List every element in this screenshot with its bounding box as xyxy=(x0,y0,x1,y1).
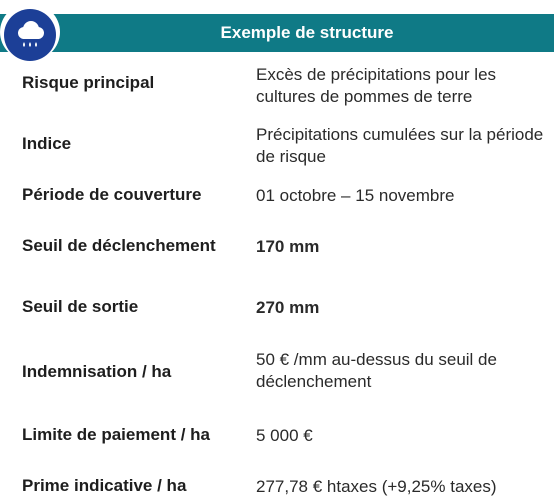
row-value: 01 octobre – 15 novembre xyxy=(256,186,455,205)
page-title: Exemple de structure xyxy=(220,23,394,42)
row-label: Période de couverture xyxy=(22,185,202,204)
row-value: 270 mm xyxy=(256,298,320,317)
row-label: Seuil de sortie xyxy=(22,297,139,316)
logo xyxy=(4,9,56,61)
row-value: 277,78 € htaxes (+9,25% taxes) xyxy=(256,477,497,496)
row-label: Limite de paiement / ha xyxy=(22,425,210,444)
row-value: 5 000 € xyxy=(256,426,313,445)
row-label: Indemnisation / ha xyxy=(22,362,172,381)
header-bar xyxy=(0,14,554,52)
row-value: 170 mm xyxy=(256,237,320,256)
rain-cloud-icon xyxy=(13,18,47,52)
row-label: Seuil de déclenchement xyxy=(22,236,216,255)
row-label: Indice xyxy=(22,134,72,153)
row-label: Risque principal xyxy=(22,73,155,92)
row-value: Précipitations cumulées sur la période de risque xyxy=(256,125,544,166)
row-value: Excès de précipitations pour les cultures de pommes de terre xyxy=(256,65,497,106)
row-label: Prime indicative / ha xyxy=(22,476,187,495)
row-value: 50 € /mm au-dessus du seuil de déclenchement xyxy=(256,350,497,391)
logo-ring xyxy=(0,3,60,61)
